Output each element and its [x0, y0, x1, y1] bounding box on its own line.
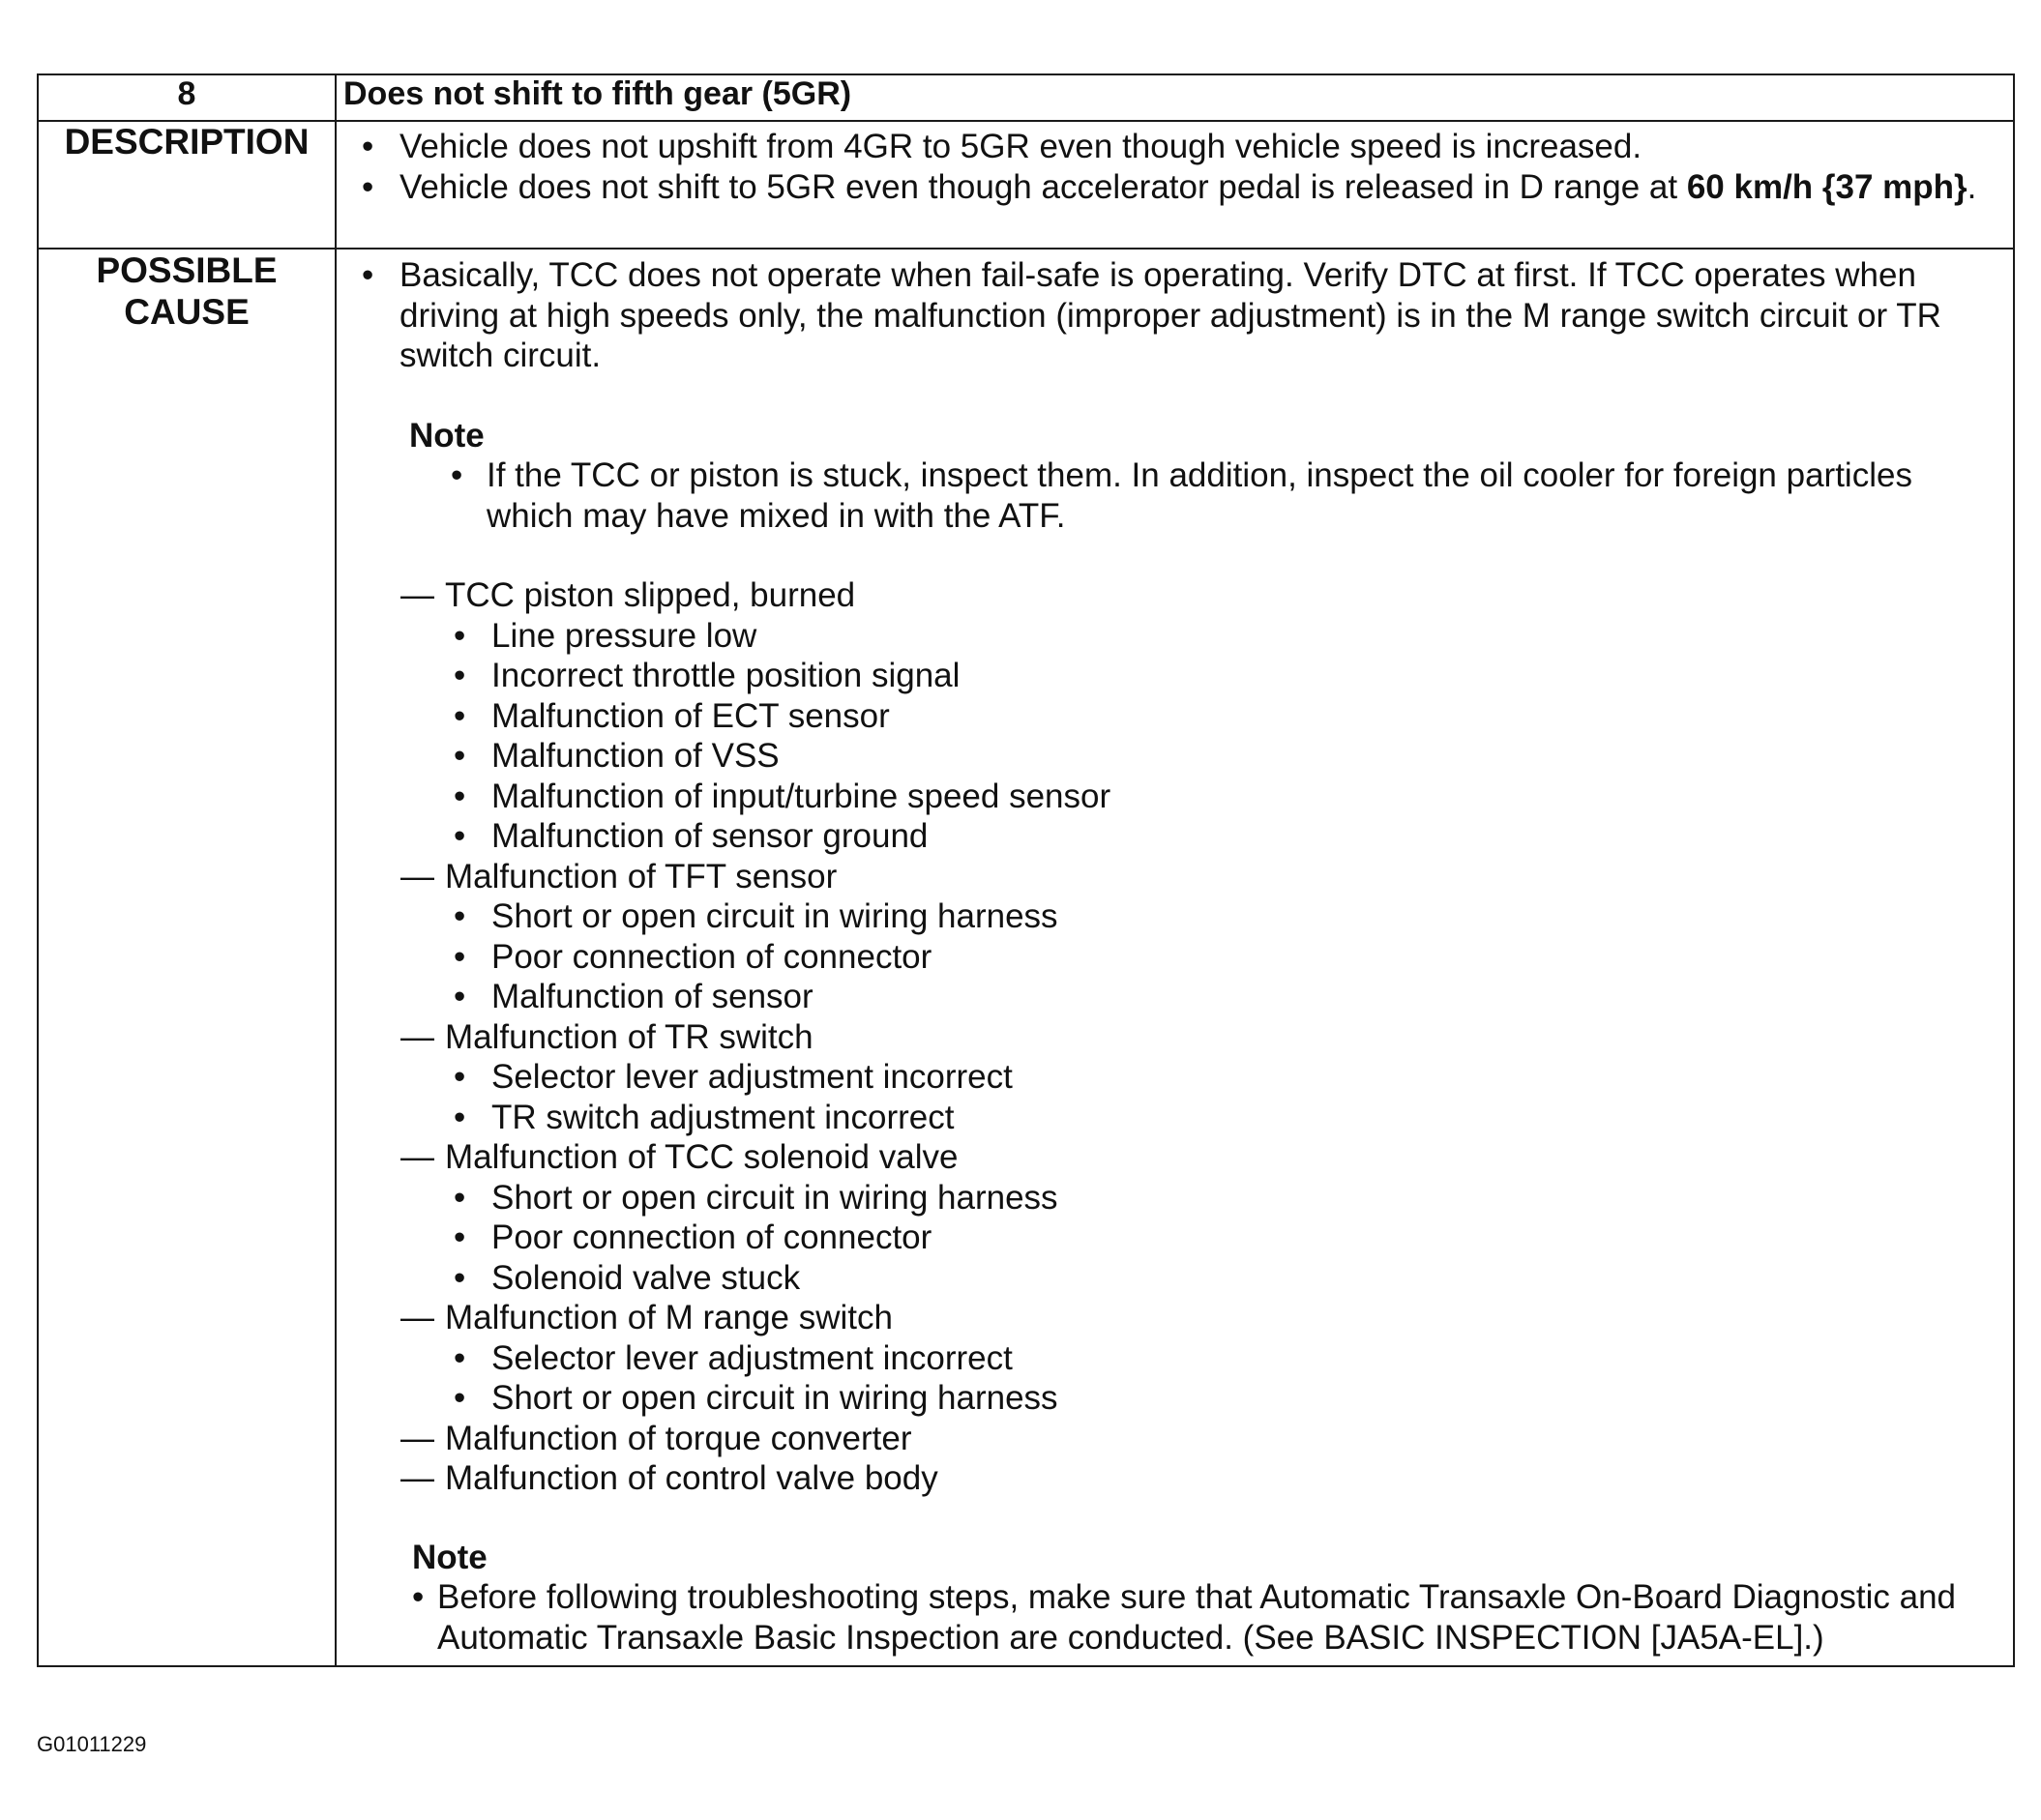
header-row — [38, 74, 2014, 121]
description-content — [336, 121, 2014, 249]
note-list — [400, 1577, 2005, 1658]
cause-group-title: — Malfunction of TCC solenoid valve — [400, 1137, 2005, 1178]
cause-item: • Line pressure low — [400, 616, 2005, 657]
description-bullet-text: Vehicle does not shift to 5GR even though accelerator pedal is released in D range at — [399, 167, 1687, 206]
cause-sub-list — [400, 896, 2005, 1017]
intro-bullet: • Basically, TCC does not operate when fail-safe is operating. Verify DTC at first. If TCC operates when driving at high speeds only, the malfunction (improper adjustment) is in the M range switch circuit or TR switch circuit. — [350, 255, 2005, 376]
cause-group-title: — Malfunction of TR switch — [400, 1017, 2005, 1058]
cause-item: • Malfunction of input/turbine speed sensor — [400, 777, 2005, 817]
cause-item: • Malfunction of sensor ground — [400, 816, 2005, 857]
cause-sub-list — [400, 1338, 2005, 1419]
spacer — [350, 536, 2005, 575]
diagnostic-table — [37, 73, 2015, 1667]
possible-cause-label — [38, 249, 336, 1666]
cause-sub-list — [400, 1057, 2005, 1137]
cause-group-title: — Malfunction of M range switch — [400, 1298, 2005, 1338]
cause-item: • Short or open circuit in wiring harness — [400, 1378, 2005, 1419]
spacer — [350, 1499, 2005, 1538]
description-label: DESCRIPTION — [38, 121, 336, 249]
cause-group-title: — Malfunction of torque converter — [400, 1419, 2005, 1459]
possible-cause-content — [336, 249, 2014, 1666]
cause-item: • Selector lever adjustment incorrect — [400, 1057, 2005, 1098]
possible-cause-label-line1: POSSIBLE — [96, 250, 278, 290]
speed-value: 60 km/h {37 mph} — [1686, 167, 1967, 206]
item-number: 8 — [38, 74, 336, 121]
cause-item: • Poor connection of connector — [400, 1218, 2005, 1258]
cause-item: • Short or open circuit in wiring harness — [400, 896, 2005, 937]
note-heading: Note — [412, 1538, 488, 1576]
description-list — [350, 127, 1999, 207]
possible-cause-label-line2: CAUSE — [124, 292, 250, 332]
description-bullet-end: . — [1967, 167, 1977, 206]
cause-item: • Malfunction of ECT sensor — [400, 696, 2005, 737]
cause-item: • Incorrect throttle position signal — [400, 656, 2005, 696]
note-list — [450, 455, 2005, 536]
cause-item: • TR switch adjustment incorrect — [400, 1098, 2005, 1138]
cause-sub-list — [400, 1178, 2005, 1299]
cause-item: • Short or open circuit in wiring harness — [400, 1178, 2005, 1218]
cause-item: • Malfunction of sensor — [400, 977, 2005, 1017]
note-heading: Note — [409, 416, 485, 455]
cause-list — [400, 575, 2005, 1499]
note-bullet: • Before following troubleshooting steps, make sure that Automatic Transaxle On-Board Diagnostic and Automatic Transaxle Basic Inspection are conducted. (See BASIC INSPECTION [JA5A-EL].) — [400, 1577, 2005, 1658]
cause-group-title: — Malfunction of control valve body — [400, 1458, 2005, 1499]
cause-item: • Solenoid valve stuck — [400, 1258, 2005, 1299]
figure-id: G01011229 — [37, 1732, 147, 1756]
note-bullet: • If the TCC or piston is stuck, inspect them. In addition, inspect the oil cooler for foreign particles which may have mixed in with the ATF. — [487, 455, 2005, 536]
cause-item: • Poor connection of connector — [400, 937, 2005, 978]
cause-group-title: — TCC piston slipped, burned — [400, 575, 2005, 616]
cause-group-title: — Malfunction of TFT sensor — [400, 857, 2005, 897]
cause-item: • Malfunction of VSS — [400, 736, 2005, 777]
item-title: Does not shift to fifth gear (5GR) — [336, 74, 2014, 121]
cause-sub-list — [400, 616, 2005, 857]
possible-cause-row — [38, 249, 2014, 1666]
description-bullet — [350, 167, 1999, 208]
intro-list — [350, 255, 2005, 376]
description-bullet: • Vehicle does not upshift from 4GR to 5GR even though vehicle speed is increased. — [350, 127, 1999, 167]
description-row — [38, 121, 2014, 249]
spacer — [350, 376, 2005, 416]
cause-item: • Selector lever adjustment incorrect — [400, 1338, 2005, 1379]
